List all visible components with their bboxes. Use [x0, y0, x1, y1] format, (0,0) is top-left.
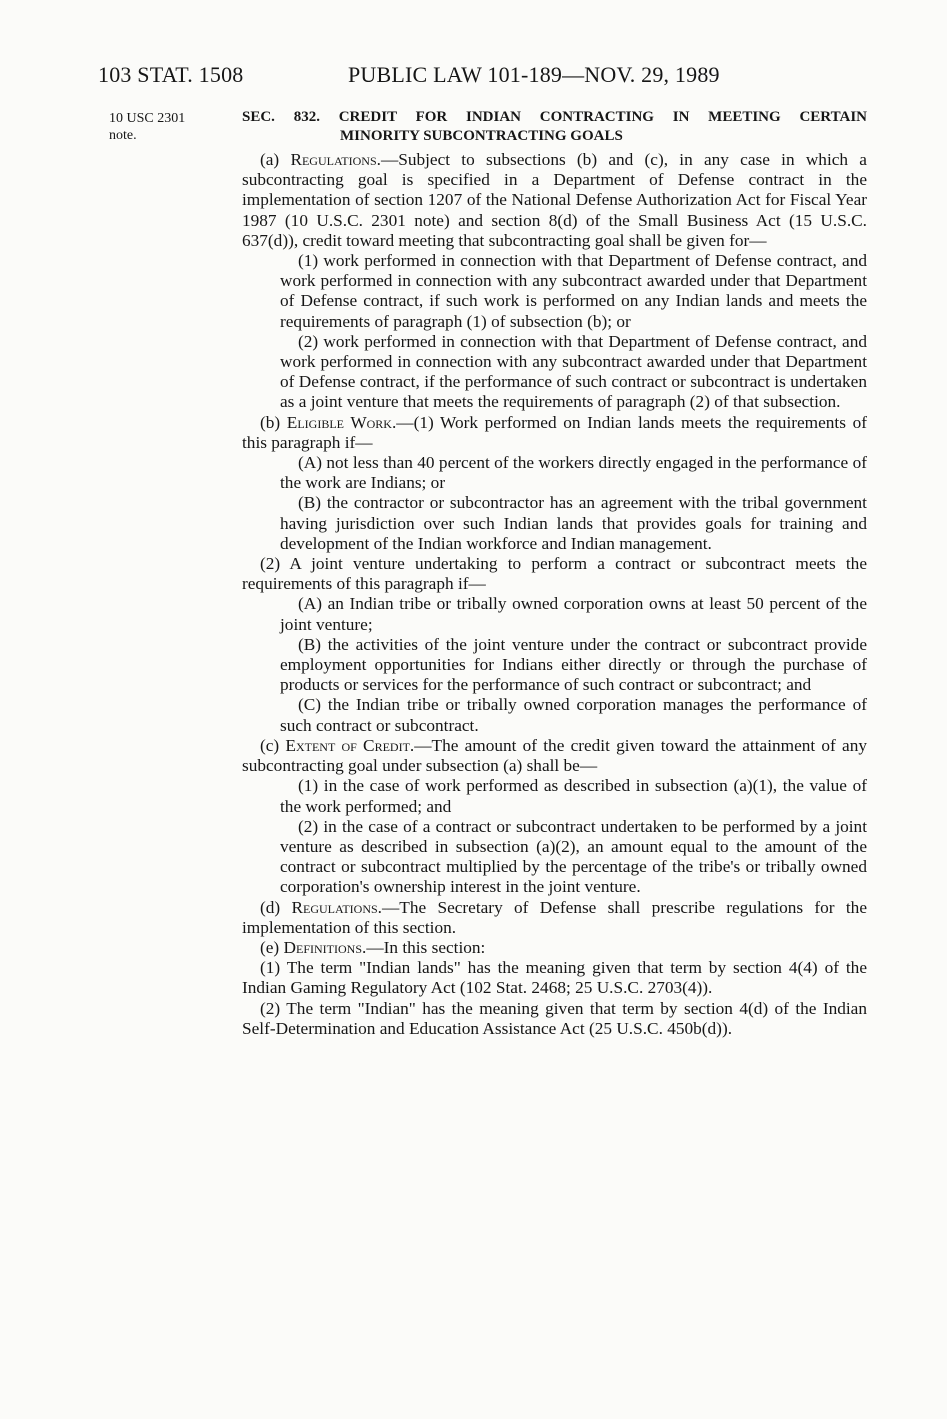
subsection-b1-item-a: (A) not less than 40 percent of the workers directly engaged in the performance of the work are Indians; or — [280, 453, 867, 493]
subsection-b-heading: Eligible Work — [286, 412, 392, 432]
subsection-d-text: .—The Secretary of Defense shall prescribe regulations for the implementation of this section. — [242, 897, 867, 937]
subsection-a — [242, 150, 867, 251]
subsection-c-label: (c) — [260, 735, 286, 755]
subsection-d-label: (d) — [260, 897, 292, 917]
margin-note-citation: 10 USC 2301 — [109, 111, 186, 126]
section-heading-line2: MINORITY SUBCONTRACTING GOALS — [340, 128, 623, 144]
subsection-b1-item-b: (B) the contractor or subcontractor has an agreement with the tribal government having jurisdiction over such Indian lands that provides goals for training and development of the Indian workforce and Indian management. — [280, 493, 867, 553]
subsection-b-para-2: (2) A joint venture undertaking to perform a contract or subcontract meets the requirements of this paragraph if— — [242, 554, 867, 594]
public-law-title: PUBLIC LAW 101-189—NOV. 29, 1989 — [348, 62, 720, 87]
subsection-b2-item-c: (C) the Indian tribe or tribally owned corporation manages the performance of such contract or subcontract. — [280, 695, 867, 735]
subsection-c — [242, 736, 867, 776]
subsection-c-text: .—The amount of the credit given toward the attainment of any subcontracting goal under subsection (a) shall be— — [242, 735, 867, 776]
section-heading — [242, 108, 867, 146]
subsection-c-item-1: (1) in the case of work performed as described in subsection (a)(1), the value of the work performed; and — [280, 776, 867, 816]
subsection-e-heading: Definitions — [283, 937, 362, 957]
margin-note-suffix: note. — [109, 128, 137, 143]
subsection-c-item-2: (2) in the case of a contract or subcontract undertaken to be performed by a joint venture as described in subsection (a)(2), an amount equal to the amount of the contract or subcontract multiplied by the percentage of the tribe's or tribally owned corporation's ownership interest in the joint venture. — [280, 816, 867, 897]
section-body — [242, 150, 867, 1039]
subsection-a-text: .—Subject to subsections (b) and (c), in any case in which a subcontracting goal is specified in a Department of Defense contract in the implementation of section 1207 of the National Defense Authorization Act for Fiscal Year 1987 (10 U.S.C. 2301 note) and section 8(d) of the Small Business Act (15 U.S.C. 637(d)), credit toward meeting that subcontracting goal shall be given for— — [242, 150, 867, 250]
subsection-b2-item-a: (A) an Indian tribe or tribally owned corporation owns at least 50 percent of the joint venture; — [280, 594, 867, 634]
subsection-e-label: (e) — [260, 937, 284, 957]
subsection-b-label: (b) — [260, 412, 287, 432]
section-heading-line1: SEC. 832. CREDIT FOR INDIAN CONTRACTING IN MEETING CERTAIN — [242, 109, 867, 125]
subsection-e-item-2: (2) The term "Indian" has the meaning given that term by section 4(d) of the Indian Self-Determination and Education Assistance Act (25 U.S.C. 450b(d)). — [242, 998, 867, 1038]
subsection-e — [242, 938, 867, 958]
subsection-a-item-2: (2) work performed in connection with that Department of Defense contract, and work performed in connection with any subcontract awarded under that Department of Defense contract, if the performance of such contract or subcontract is undertaken as a joint venture that meets the requirements of paragraph (2) of that subsection. — [280, 331, 867, 412]
subsection-d-heading: Regulations — [291, 897, 378, 917]
subsection-a-label: (a) — [260, 150, 291, 169]
subsection-a-heading: Regulations — [290, 150, 377, 169]
subsection-d — [242, 898, 867, 938]
margin-note — [109, 110, 185, 144]
stat-citation: 103 STAT. 1508 — [98, 62, 244, 87]
subsection-e-text: .—In this section: — [362, 937, 486, 957]
subsection-a-item-1: (1) work performed in connection with that Department of Defense contract, and work performed in connection with any subcontract awarded under that Department of Defense contract, if such work is performed on any Indian lands and meets the requirements of paragraph (1) of subsection (b); or — [280, 251, 867, 331]
subsection-b — [242, 413, 867, 453]
subsection-b2-item-b: (B) the activities of the joint venture under the contract or subcontract provide employment opportunities for Indians either directly or through the purchase of products or services for the performance of such contract or subcontract; and — [280, 634, 867, 695]
subsection-b-text: .—(1) Work performed on Indian lands meets the requirements of this paragraph if— — [242, 412, 867, 452]
subsection-e-item-1: (1) The term "Indian lands" has the meaning given that term by section 4(4) of the Indian Gaming Regulatory Act (102 Stat. 2468; 25 U.S.C. 2703(4)). — [242, 958, 867, 998]
subsection-c-heading: Extent of Credit — [285, 735, 410, 755]
